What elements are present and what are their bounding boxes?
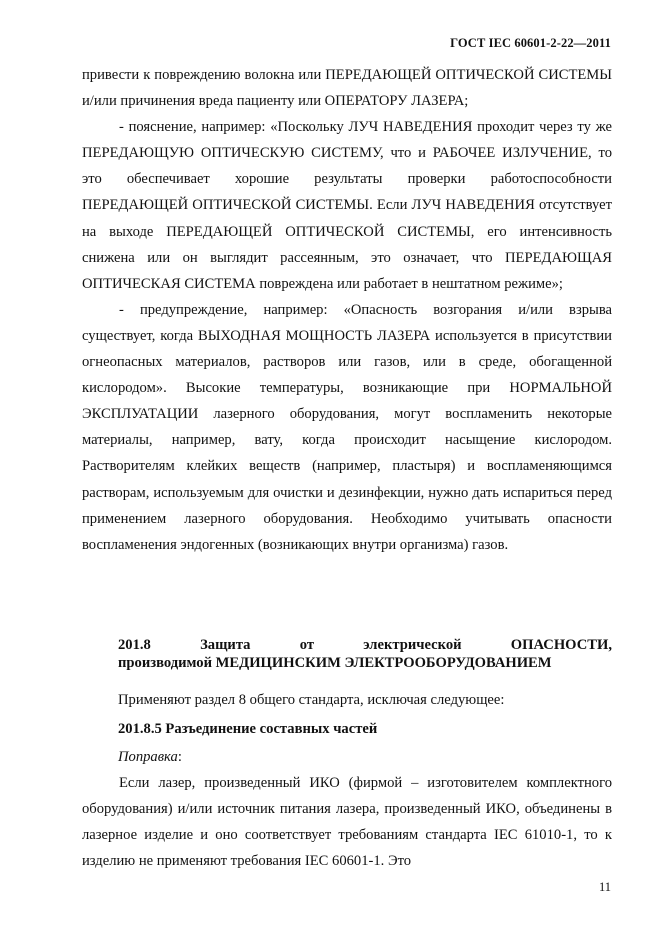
section-heading-line-1 [118, 636, 612, 654]
section-number: 201.8 [118, 637, 151, 653]
section-heading-line-2: производимой МЕДИЦИНСКИМ ЭЛЕКТРООБОРУДОВАНИЕМ [118, 655, 552, 671]
body-text-block-2 [82, 770, 612, 874]
apply-statement: Применяют раздел 8 общего стандарта, исключая следующее: [118, 692, 505, 708]
section-word: Защита [200, 637, 251, 653]
paragraph-explanation: - пояснение, например: «Поскольку ЛУЧ НАВЕДЕНИЯ проходит через ту же ПЕРЕДАЮЩУЮ ОПТИЧЕСКУЮ СИСТЕМУ, что и РАБОЧЕЕ ИЗЛУЧЕНИЕ, то это обеспечивает хорошие результаты проверки работоспособности ПЕРЕДАЮЩЕЙ ОПТИЧЕСКОЙ СИСТЕМЫ. Если ЛУЧ НАВЕДЕНИЯ отсутствует на выходе ПЕРЕДАЮЩЕЙ ОПТИЧЕСКОЙ СИСТЕМЫ, его интенсивность снижена или он выглядит рассеянным, это означает, что ПЕРЕДАЮЩАЯ ОПТИЧЕСКАЯ СИСТЕМА повреждена или работает в нештатном режиме»; [82, 119, 612, 292]
section-heading [118, 636, 612, 672]
section-word: от [299, 637, 314, 653]
page-number: 11 [598, 880, 611, 894]
amendment-colon: : [177, 749, 182, 765]
body-text-block-1 [82, 62, 612, 558]
amendment-label-text: Поправка [118, 749, 178, 765]
page-header-standard-code: ГОСТ IEC 60601-2-22—2011 [450, 36, 611, 50]
paragraph-continuation: привести к повреждению волокна или ПЕРЕДАЮЩЕЙ ОПТИЧЕСКОЙ СИСТЕМЫ и/или причинения вреда пациенту или ОПЕРАТОРУ ЛАЗЕРА; [82, 67, 612, 110]
paragraph-warning: - предупреждение, например: «Опасность возгорания и/или взрыва существует, когда ВЫХОДНАЯ МОЩНОСТЬ ЛАЗЕРА используется в присутствии огнеопасных материалов, растворов или газов, или в среде, обогащенной кислородом». Высокие температуры, возникающие при НОРМАЛЬНОЙ ЭКСПЛУАТАЦИИ лазерного оборудования, могут воспламенить некоторые материалы, например, вату, когда происходит насыщение кислородом. Растворителям клейких веществ (например, пластыря) и воспламеняющимся растворам, используемым для очистки и дезинфекции, нужно дать испариться перед применением лазерного оборудования. Необходимо учитывать опасности воспламенения эндогенных (возникающих внутри организма) газов. [82, 301, 612, 553]
section-word: электрической [363, 637, 462, 653]
section-word: ОПАСНОСТИ, [510, 637, 612, 653]
subsection-heading: 201.8.5 Разъединение составных частей [118, 721, 378, 737]
paragraph-laser-product: Если лазер, произведенный ИКО (фирмой – изготовителем комплектного оборудования) и/или источник питания лазера, произведенный ИКО, объединены в лазерное изделие и оно соответствует требованиям стандарта IEC 61010-1, то к изделию не применяют требования IEC 60601-1. Это [82, 775, 612, 870]
amendment-label [118, 747, 182, 767]
